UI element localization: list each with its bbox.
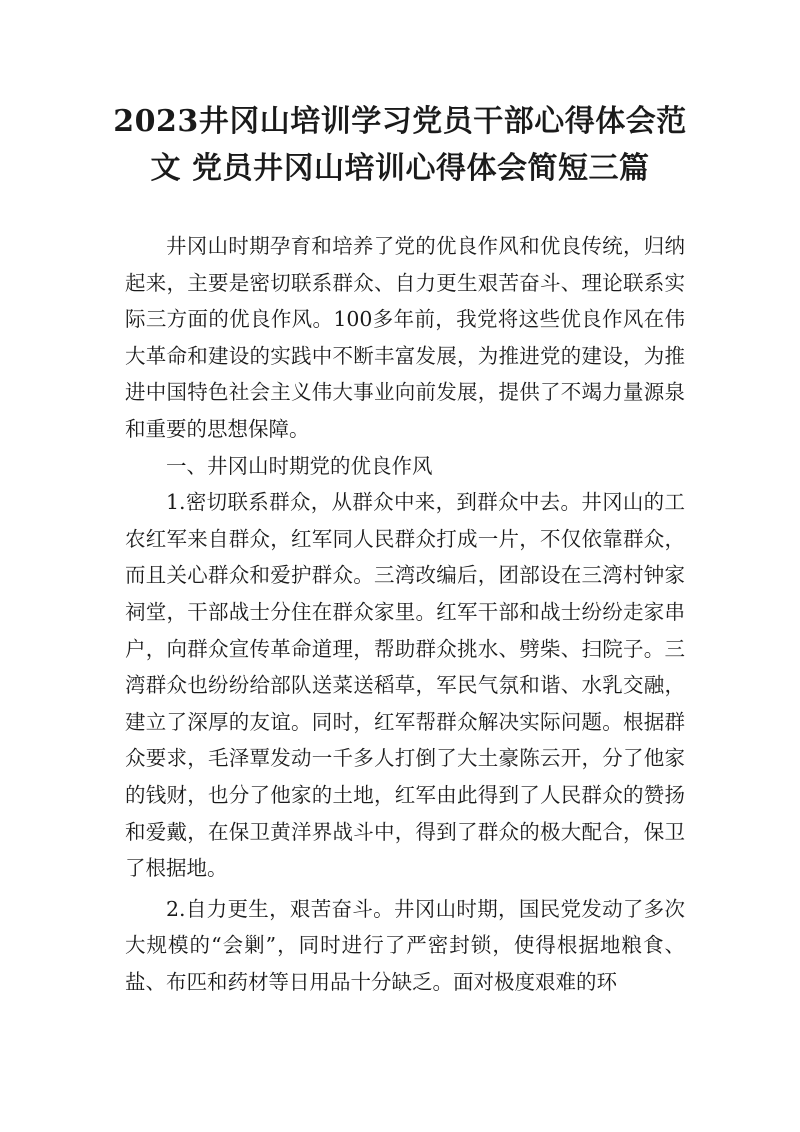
document-body: [125, 228, 685, 1000]
point-2-paragraph: 2.自力更生，艰苦奋斗。井冈山时期，国民党发动了多次大规模的“会剿”，同时进行了严密封锁，使得根据地粮食、盐、布匹和药材等日用品十分缺乏。面对极度艰难的环: [125, 896, 685, 994]
point-1-paragraph: 1.密切联系群众，从群众中来，到群众中去。井冈山的工农红军来自群众，红军同人民群众打成一片，不仅依靠群众，而且关心群众和爱护群众。三湾改编后，团部设在三湾村钟家祠堂，干部战士分住在群众家里。红军干部和战士纷纷走家串户，向群众宣传革命道理，帮助群众挑水、劈柴、扫院子。三湾群众也纷纷给部队送菜送稻草，军民气氛和谐、水乳交融，建立了深厚的友谊。同时，红军帮群众解决实际问题。根据群众要求，毛泽覃发动一千多人打倒了大土豪陈云开，分了他家的钱财，也分了他家的土地，红军由此得到了人民群众的赞扬和爱戴，在保卫黄洋界战斗中，得到了群众的极大配合，保卫了根据地。: [125, 490, 685, 881]
intro-paragraph: 井冈山时期孕育和培养了党的优良作风和优良传统，归纳起来，主要是密切联系群众、自力更生艰苦奋斗、理论联系实际三方面的优良作风。100多年前，我党将这些优良作风在伟大革命和建设的实践中不断丰富发展，为推进党的建设，为推进中国特色社会主义伟大事业向前发展，提供了不竭力量源泉和重要的思想保障。: [125, 234, 685, 441]
document-title: 2023井冈山培训学习党员干部心得体会范文 党员井冈山培训心得体会简短三篇: [113, 104, 687, 186]
section-heading: 一、井冈山时期党的优良作风: [166, 453, 433, 478]
